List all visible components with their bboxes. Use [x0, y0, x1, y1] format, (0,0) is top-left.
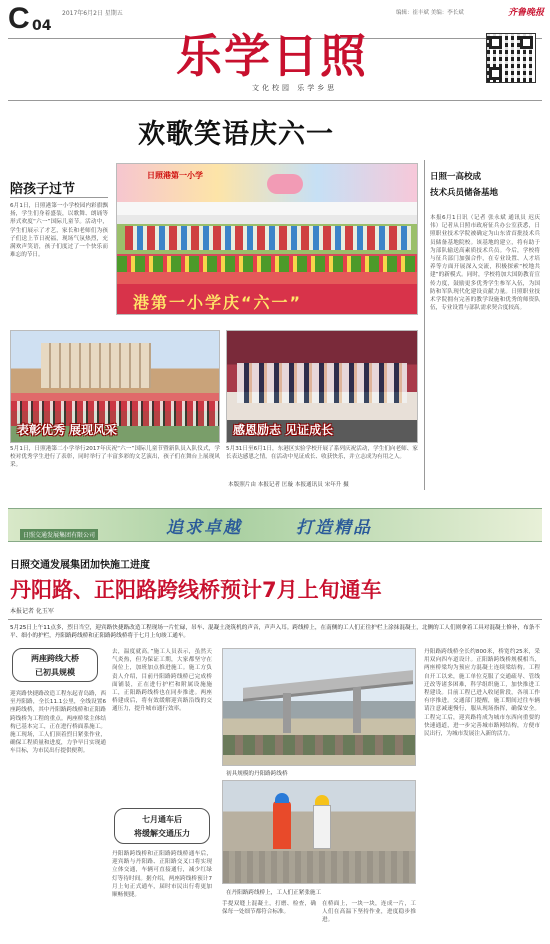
photo-bridge-overview [222, 648, 416, 766]
page-number-block [8, 4, 68, 38]
box1-title [12, 648, 98, 682]
photo-byline: 本版照片由 本报记者 匡璇 本报通讯员 宋年升 摄 [228, 482, 349, 488]
balloon-80 [267, 174, 303, 194]
right-section-title-2: 技术兵员储备基地 [430, 188, 499, 198]
right-col-divider [424, 160, 425, 490]
stage-banner-text: 日照港第一小学 [147, 171, 203, 180]
box2-title-line2: 将缓解交通压力 [134, 829, 190, 838]
col2-body-b: 丹阳路跨线桥和正阳路跨线桥通车后，迎宾路与丹阳路、正阳路交叉口将实现立体交通，车辆可直接通行，减少红绿灯等待时间。据介绍，两座跨线桥预计7月上旬正式通车，届时市民出行将更加顺畅便捷。 [112, 851, 212, 899]
feature-headline: 欢歌笑语庆六一 [138, 119, 334, 150]
ad-slogan-left: 追求卓越 [166, 518, 242, 538]
right-section-title-1: 日照一高校成 [430, 172, 482, 182]
col2-body: 去，温度就高。”施工人员表示，虽然天气炎热，但为保证工期，大家都坚守在岗位上，加班加点推进施工。施工方负责人介绍，目前丹阳路跨线桥已完成桥面铺装，正在进行护栏和附属设施施工，正阳路跨线桥也在同步推进。两座桥建成后，将有效缓解迎宾路沿线的交通压力，提升城市通行效率。 [112, 649, 212, 713]
col1-body: 迎宾路快捷路改造工程东起青岛路，西至丹阳路，全长11.1公里，全线设置6座跨线桥，其中丹阳路跨线桥和正阳路跨线桥为工程的重点。两座桥梁主体结构已基本完工，正在进行桥面系施工。施工现场，工人们顶着烈日紧张作业，确保工程质量和进度，力争早日实现通车目标，为市民出行提供便利。 [10, 691, 106, 755]
article-byline: 本报记者 化玉军 [10, 608, 54, 615]
photo-gratitude-caption: 感恩励志 见证成长 [233, 423, 334, 437]
box2-title [114, 808, 210, 844]
col4-bottom: 在桥面上，一块一块，连成一片，工人们在高温下坚持作业，进度稳步推进。 [322, 901, 416, 924]
stage-front-banner-text: 港第一小学庆“六一” [133, 293, 303, 312]
photo-award-body: 5月1日，日照港第二小学举行2017年庆祝“六一”国际儿童节暨新队员入队仪式，学校对优秀学生进行了表彰，同时举行了丰富多彩的文艺演出，孩子们在舞台上展现风采。 [10, 446, 220, 469]
ad-slogan-right: 打造精品 [296, 518, 372, 538]
photo-bridge-workers [222, 780, 416, 884]
qr-code[interactable] [486, 33, 536, 83]
stage-front-banner [117, 284, 417, 315]
photo-bridge-overview-caption: 初具规模的丹阳路跨线桥 [226, 771, 288, 777]
stage-photo [116, 163, 418, 315]
page-letter: C [8, 2, 30, 35]
article-headline: 丹阳路、正阳路跨线桥预计7月上旬通车 [10, 578, 382, 602]
photo-award-ceremony [10, 330, 220, 443]
performers-row [125, 226, 411, 250]
col3-bottom: 手提双缝上混凝土，打磨、检查，确保每一处细节都符合标准。 [222, 901, 316, 916]
feature-top-rule [8, 100, 542, 101]
article-kicker: 日照交通发展集团加快施工进度 [10, 560, 150, 571]
page-number: 04 [32, 18, 52, 34]
ad-corp-name: 日照交通发展集团有限公司 [20, 529, 98, 540]
newspaper-logo: 齐鲁晚报 [508, 8, 545, 18]
right-section-body: 本报6月1日讯（记者 张永斌 通讯员 迟庆伟）记者从日照市政府征兵办公室获悉，日照职业技术学院被确定为山东省首批技术兵员储备基地院校。该基地的建立，将有助于为部队输送高素质技术兵员。今后，学校将与征兵部门加强合作，在专业设置、人才培养等方面开展深入交流，积极探索“校地共建”的新模式。同时，学校将加大国防教育宣传力度，鼓励更多优秀学生参军入伍，为国防和军队现代化建设贡献力量。日照职业技术学院拥有完善的教学设施和优秀的师资队伍，专业设置与部队需求契合度较高。 [430, 215, 540, 312]
photo-bridge-workers-caption: 在丹阳路跨线桥上，工人们正紧张施工 [226, 890, 322, 896]
flower-row [117, 256, 417, 272]
date-line: 2017年6月2日 星期五 [62, 10, 123, 17]
editor-line: 编辑：崔丰斌 美编：李长斌 [396, 10, 464, 16]
photo-award-caption: 表彰优秀 展现风采 [17, 423, 118, 437]
box1-title-line1: 两座跨线大桥 [31, 654, 79, 663]
left-title-rule [10, 197, 108, 198]
ad-banner [8, 508, 542, 542]
masthead-slogan: 文化校园 乐学乡思 [252, 84, 338, 92]
box2-title-line1: 七月通车后 [142, 815, 182, 824]
col5-body: 丹阳路跨线桥全长约800米，桥宽约25米，采用双向四车道设计。正阳路跨线桥规模相当，两座桥梁均为预应力混凝土连续梁结构。工程自开工以来，施工单位克服了交通疏导、管线迁改等诸多困难，科学组织施工，加快推进工程建设。目前工程已进入收尾阶段，各项工作有序推进。交通部门提醒，施工期间过往车辆请注意减速慢行，服从现场指挥，确保安全。工程完工后，迎宾路将成为城市东西向重要的快速通道，进一步完善城市路网结构，方便市民出行，为城市发展注入新的活力。 [424, 649, 540, 738]
box1-title-line2: 已初具规模 [35, 668, 75, 677]
masthead-title: 乐学日照 [176, 29, 368, 83]
article-lead: 5月25日上午11点多，烈日当空，迎宾路快捷路改造工程现场一片忙碌，吊车、混凝土浇筑机的声音，声声入耳。跨线桥上，在南侧的工人们正往护栏上涂抹混凝土，北侧的工人们则拿着工具对混凝土修补，布条不平、细小的护栏，丹阳路跨线桥和正阳路跨线桥将于七月上旬竣工通车。 [10, 625, 540, 640]
article-rule [8, 619, 542, 620]
left-section-body: 6月1日，日照港第一小学校园内彩旗飘扬，学生们身着盛装，以歌舞、朗诵等形式欢度“六一”国际儿童节。活动中，学生们展示了才艺，家长和老师们为孩子们送上节日祝福，现场气氛热烈，充满欢声笑语，孩子们度过了一个快乐而难忘的节日。 [10, 203, 108, 259]
left-section-title: 陪孩子过节 [10, 182, 76, 197]
photo-gratitude [226, 330, 418, 443]
photo-gratitude-body: 5月31日至6月1日，东港区实验学校开展了系列庆祝活动，学生们向老师、家长表达感恩之情，在活动中见证成长、收获快乐，并立志成为有用之人。 [226, 446, 418, 461]
